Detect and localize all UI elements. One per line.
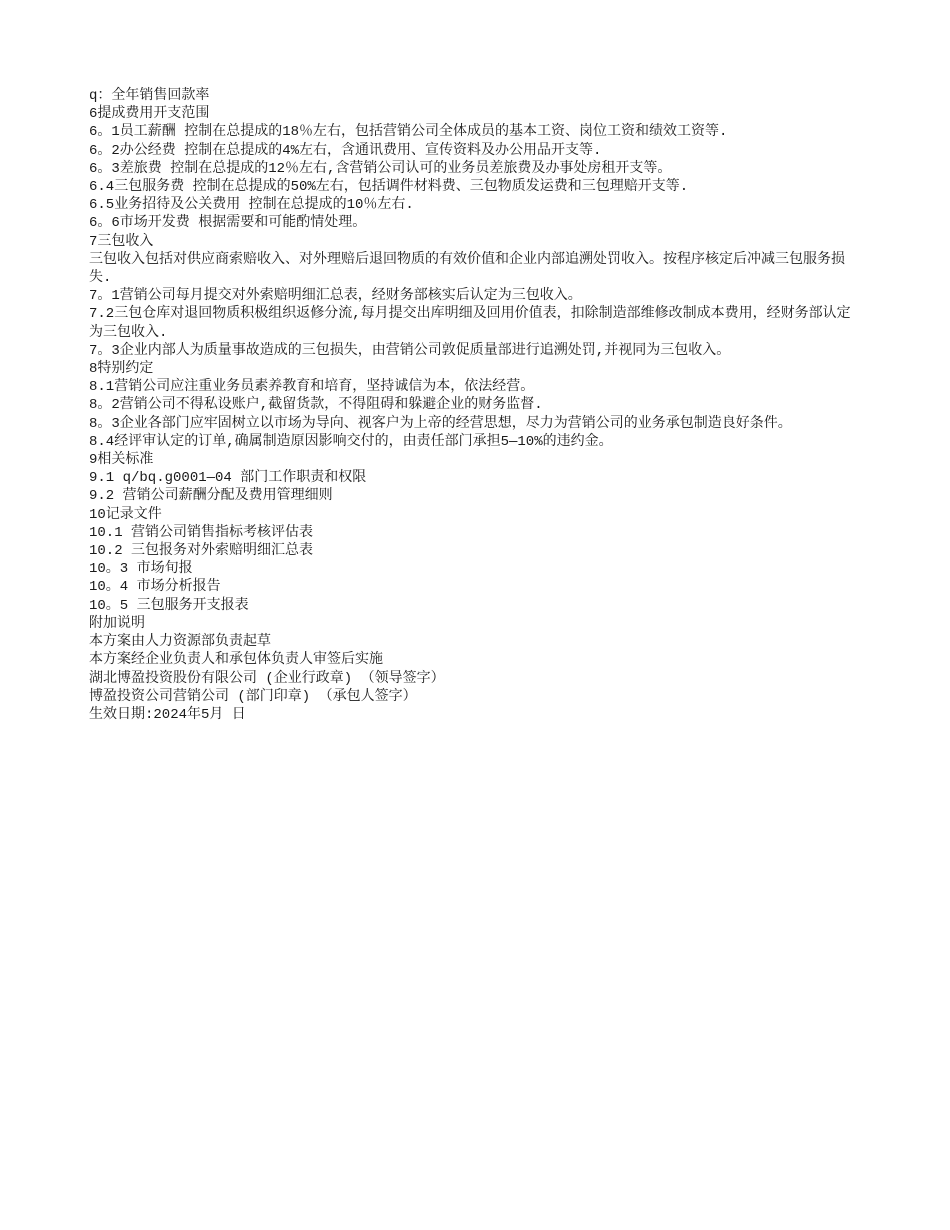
- doc-line: 10。5 三包服务开支报表: [89, 597, 249, 614]
- section-heading: 9相关标准: [89, 452, 154, 469]
- doc-line: 本方案由人力资源部负责起草: [89, 634, 271, 651]
- doc-line: 10。3 市场旬报: [89, 561, 193, 578]
- doc-line: 7。1营销公司每月提交对外索赔明细汇总表，经财务部核实后认定为三包收入。: [89, 288, 582, 305]
- doc-line: 6.5业务招待及公关费用 控制在总提成的10％左右.: [89, 197, 414, 214]
- doc-line: 本方案经企业负责人和承包体负责人审签后实施: [89, 652, 383, 669]
- doc-line: 8.4经评审认定的订单,确属制造原因影响交付的，由责任部门承担5—10%的违约金。: [89, 433, 613, 450]
- section-heading: 附加说明: [89, 615, 145, 632]
- doc-paragraph: 7.2三包仓库对退回物质积极组织返修分流,每月提交出库明细及回用价值表，扣除制造部维修改制成本费用，经财务部认定为三包收入.: [89, 306, 851, 341]
- doc-line: q：全年销售回款率: [89, 88, 210, 104]
- doc-paragraph: 8。3企业各部门应牢固树立以市场为导向、视客户为上帝的经营思想，尽力为营销公司的业务承包制造良好条件。: [89, 415, 792, 432]
- section-heading: 7三包收入: [89, 233, 154, 250]
- doc-line: 10.2 三包报务对外索赔明细汇总表: [89, 543, 314, 560]
- doc-line: 8。2营销公司不得私设账户,截留货款，不得阻碍和躲避企业的财务监督.: [89, 397, 543, 414]
- doc-line: 6。2办公经费 控制在总提成的4%左右，含通讯费用、宣传资料及办公用品开支等.: [89, 142, 602, 159]
- doc-line: 6。3差旅费 控制在总提成的12％左右,含营销公司认可的业务员差旅费及办事处房租开支等。: [89, 160, 672, 177]
- doc-line: 6。6市场开发费 根据需要和可能酌情处理。: [89, 215, 367, 232]
- section-heading: 6提成费用开支范围: [89, 106, 210, 123]
- doc-line: 8.1营销公司应注重业务员素养教育和培育，坚持诚信为本，依法经营。: [89, 379, 535, 396]
- signature-line: 湖北博盈投资股份有限公司 (企业行政章) （领导签字）: [89, 670, 445, 687]
- doc-line: 9.2 营销公司薪酬分配及费用管理细则: [89, 488, 333, 505]
- doc-line: 10。4 市场分析报告: [89, 579, 221, 596]
- effective-date: 生效日期:2024年5月 日: [89, 706, 246, 723]
- doc-line: 10.1 营销公司销售指标考核评估表: [89, 524, 314, 541]
- section-heading: 8特别约定: [89, 361, 154, 378]
- doc-line: 6.4三包服务费 控制在总提成的50%左右，包括调件材料费、三包物质发运费和三包理赔开支等.: [89, 179, 689, 196]
- document-body: [89, 87, 864, 724]
- section-heading: 10记录文件: [89, 506, 162, 523]
- doc-paragraph: 三包收入包括对供应商索赔收入、对外理赔后退回物质的有效价值和企业内部追溯处罚收入。按程序核定后冲减三包服务损失.: [89, 251, 845, 287]
- doc-line: 6。1员工薪酬 控制在总提成的18％左右，包括营销公司全体成员的基本工资、岗位工资和绩效工资等.: [89, 124, 728, 141]
- signature-line: 博盈投资公司营销公司 (部门印章) （承包人签字）: [89, 688, 417, 705]
- doc-line: 9.1 q/bq.g0001—04 部门工作职责和权限: [89, 470, 367, 487]
- doc-line: 7。3企业内部人为质量事故造成的三包损失，由营销公司敦促质量部进行追溯处罚,并视同为三包收入。: [89, 342, 731, 359]
